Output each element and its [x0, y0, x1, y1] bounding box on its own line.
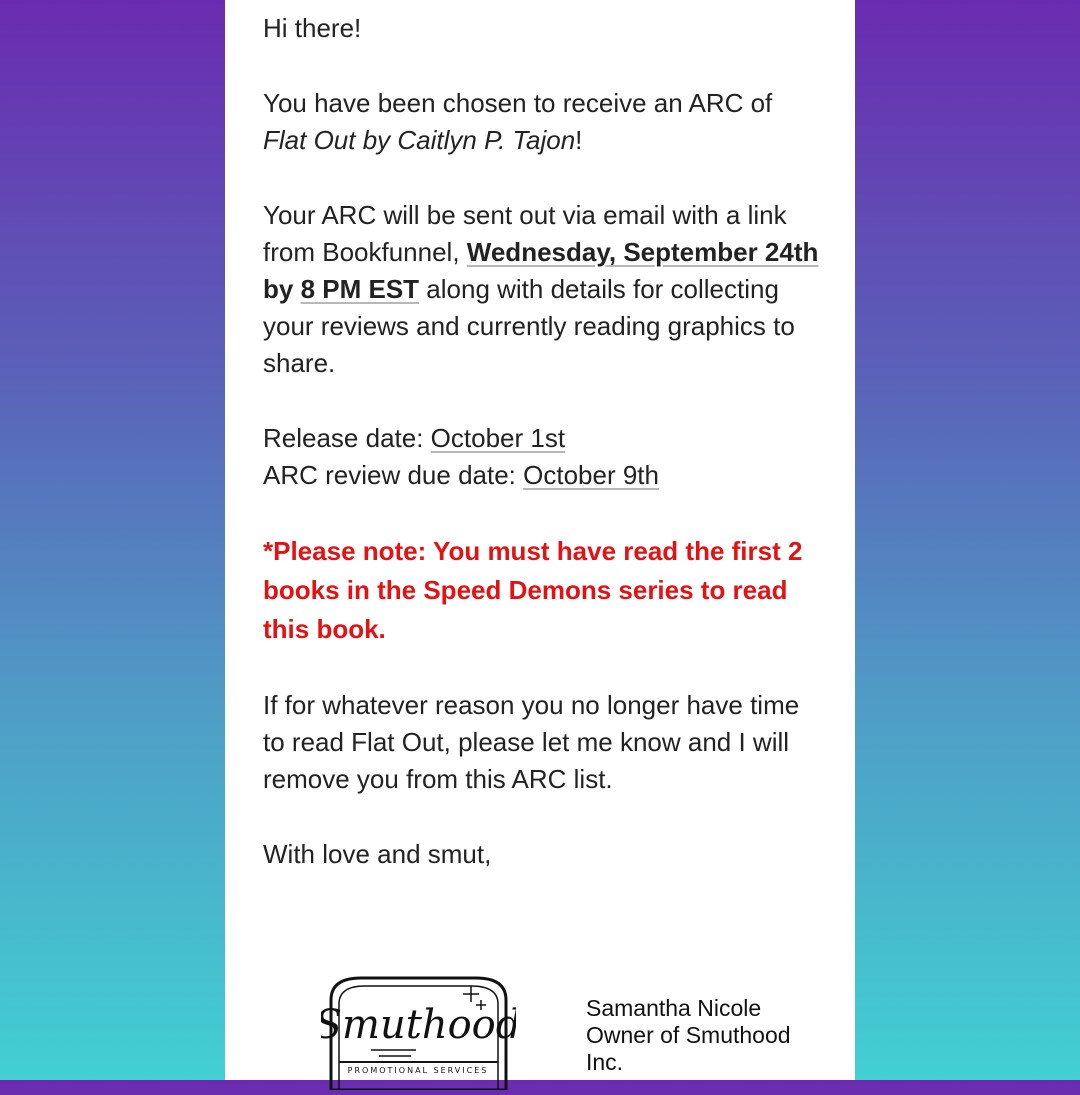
due-date-label: ARC review due date: — [263, 460, 524, 490]
delivery-time-link[interactable]: 8 PM EST — [300, 274, 420, 304]
greeting: Hi there! — [263, 13, 362, 43]
removal-paragraph: If for whatever reason you no longer have time to read Flat Out, please let me know and I will remove you from this ARC list. — [263, 690, 800, 794]
important-note: *Please note: You must have read the first 2 books in the Speed Demons series to read this book. — [263, 536, 803, 644]
signature-name: Samantha Nicole — [586, 995, 762, 1021]
delivery-details — [263, 197, 828, 382]
release-date-link[interactable]: October 1st — [430, 423, 566, 453]
delivery-date-link[interactable]: Wednesday, September 24th — [466, 237, 819, 267]
delivery-intro: Your ARC will be sent out via email with a link from Bookfunnel, — [263, 200, 787, 267]
message-body — [263, 10, 828, 911]
svg-text:PROMOTIONAL SERVICES: PROMOTIONAL SERVICES — [347, 1066, 489, 1075]
message-card — [225, 0, 855, 1080]
signature-block — [586, 995, 826, 1076]
smuthood-logo — [321, 970, 516, 1090]
dates-block — [263, 420, 828, 494]
due-date-link[interactable]: October 9th — [523, 460, 659, 490]
release-date-label: Release date: — [263, 423, 431, 453]
delivery-rest: along with details for collecting your reviews and currently reading graphics to share. — [263, 274, 795, 378]
closing-line: With love and smut, — [263, 839, 492, 869]
announcement-tail: ! — [575, 125, 583, 155]
arc-announcement — [263, 85, 828, 159]
svg-text:Smuthood: Smuthood — [321, 1002, 516, 1048]
book-title: Flat Out by Caitlyn P. Tajon — [263, 125, 576, 155]
announcement-lead: You have been chosen to receive an ARC of — [263, 88, 773, 118]
delivery-by: by — [263, 274, 301, 304]
signature-title: Owner of Smuthood Inc. — [586, 1022, 791, 1075]
